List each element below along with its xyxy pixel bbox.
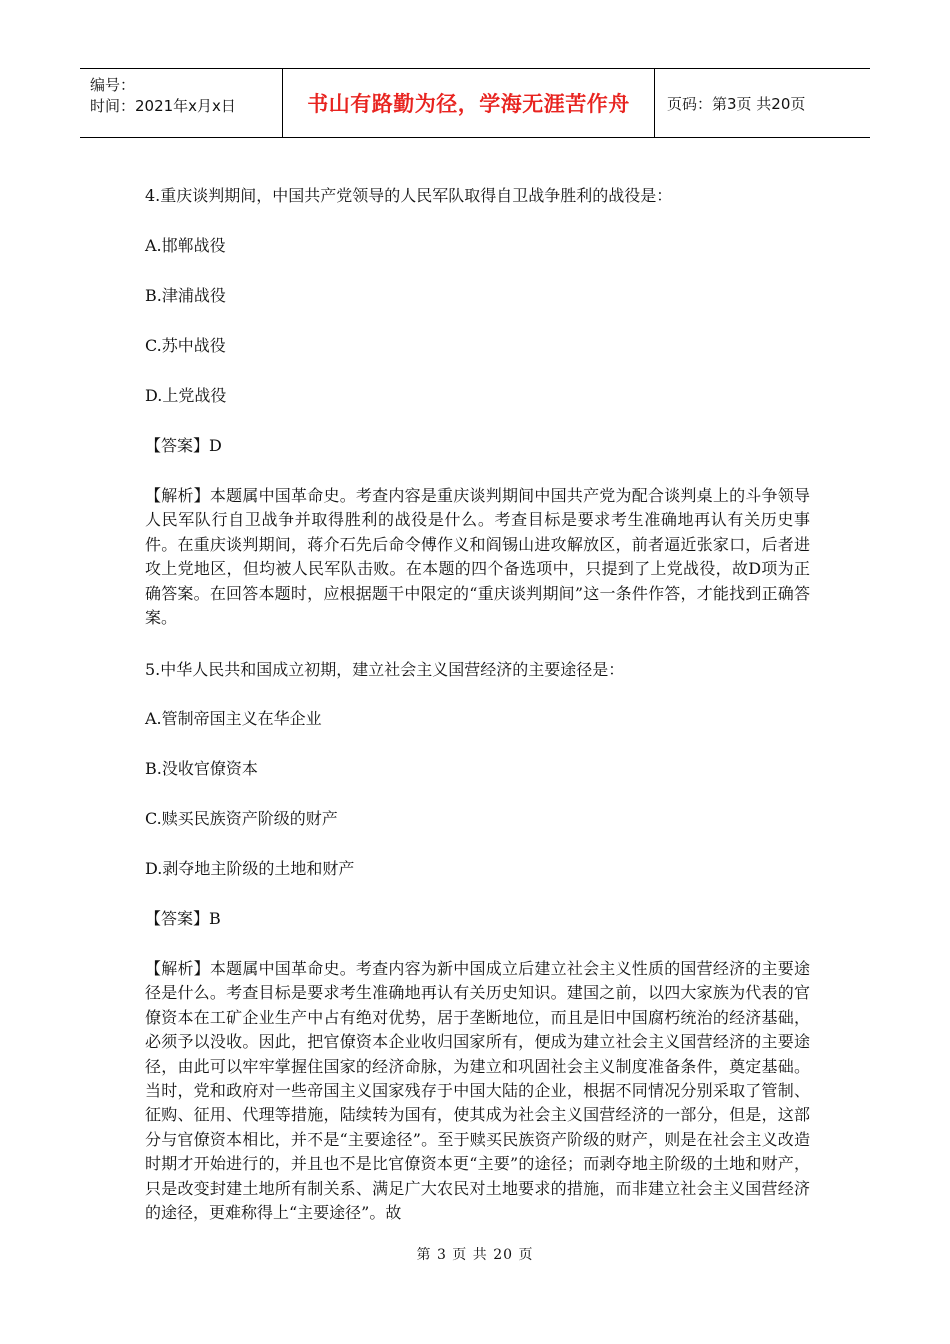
analysis: 【解析】本题属中国革命史。考查内容是重庆谈判期间中国共产党为配合谈判桌上的斗争领导人民军队行自卫战争并取得胜利的战役是什么。考查目标是要求考生准确地再认有关历史事件。在重庆谈判期间，蒋介石先后命令傅作义和阎锡山进攻解放区，前者逼近张家口，后者进攻上党地区，但均被人民军队击败。在本题的四个备选项中，只提到了上党战役，故D项为正确答案。在回答本题时，应根据题干中限定的“重庆谈判期间”这一条件作答，才能找到正确答案。	[145, 486, 810, 628]
page-header	[80, 68, 870, 138]
option-d: D.剥夺地主阶级的土地和财产	[145, 859, 355, 878]
option-a: A.管制帝国主义在华企业	[145, 709, 322, 728]
header-meta	[80, 69, 282, 137]
header-page-info: 页码：第3页 共20页	[667, 94, 806, 113]
option-b: B.津浦战役	[145, 286, 226, 305]
answer: 【答案】B	[145, 909, 221, 928]
analysis: 【解析】本题属中国革命史。考查内容为新中国成立后建立社会主义性质的国营经济的主要途径是什么。考查目标是要求考生准确地再认有关历史知识。建国之前，以四大家族为代表的官僚资本在工矿企业生产中占有绝对优势，居于垄断地位，而且是旧中国腐朽统治的经济基础，必须予以没收。因此，把官僚资本企业收归国家所有，便成为建立社会主义国营经济的主要途径，由此可以牢牢掌握住国家的经济命脉，为建立和巩固社会主义制度准备条件，奠定基础。当时，党和政府对一些帝国主义国家残存于中国大陆的企业，根据不同情况分别采取了管制、征购、征用、代理等措施，陆续转为国有，使其成为社会主义国营经济的一部分，但是，这部分与官僚资本相比，并不是“主要途径”。至于赎买民族资产阶级的财产，则是在社会主义改造时期才开始进行的，并且也不是比官僚资本更“主要”的途径；而剥夺地主阶级的土地和财产，只是改变封建土地所有制关系、满足广大农民对土地要求的措施，而非建立社会主义国营经济的途径，更难称得上“主要途径”。故	[145, 959, 810, 1223]
question-stem: 5.中华人民共和国成立初期，建立社会主义国营经济的主要途径是：	[145, 660, 625, 679]
option-d: D.上党战役	[145, 386, 227, 405]
document-date: 时间：2021年x月x日	[90, 97, 236, 115]
option-c: C.赎买民族资产阶级的财产	[145, 809, 338, 828]
option-b: B.没收官僚资本	[145, 759, 258, 778]
question-stem: 4.重庆谈判期间，中国共产党领导的人民军队取得自卫战争胜利的战役是：	[145, 186, 673, 205]
option-c: C.苏中战役	[145, 336, 226, 355]
answer: 【答案】D	[145, 436, 222, 455]
option-a: A.邯郸战役	[145, 236, 226, 255]
header-motto: 书山有路勤为径，学海无涯苦作舟	[282, 69, 655, 137]
document-number-label: 编号：	[90, 76, 136, 94]
page-footer: 第 3 页 共 20 页	[416, 1247, 534, 1263]
